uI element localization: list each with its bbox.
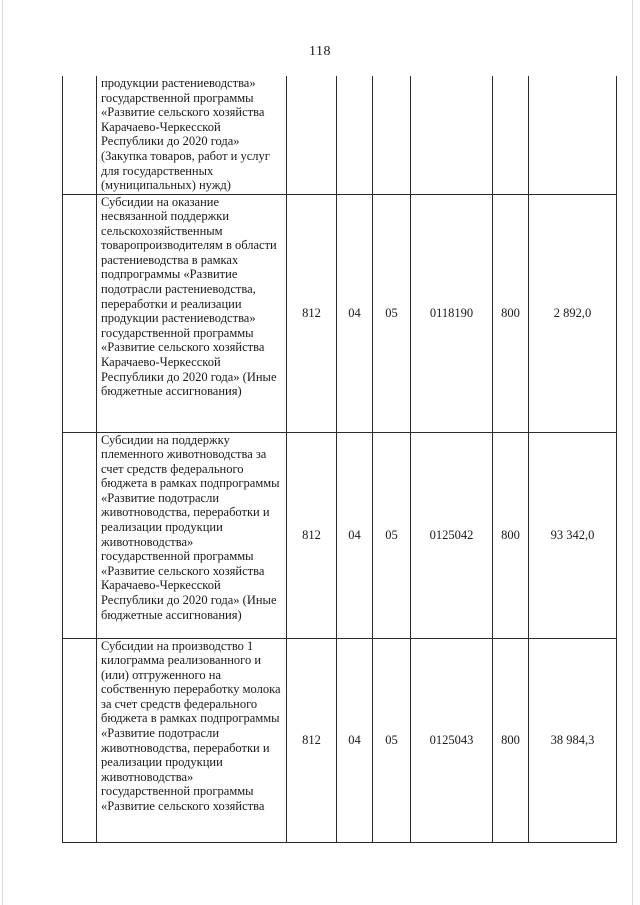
expense-type-cell: 800 <box>493 638 529 842</box>
table-row <box>63 194 617 432</box>
subsection-code-cell: 05 <box>373 432 411 638</box>
target-article-cell: 0125042 <box>411 432 493 638</box>
table-row <box>63 638 617 842</box>
row-number-cell <box>63 76 97 194</box>
scan-edge-left <box>2 0 3 905</box>
table-row <box>63 76 617 194</box>
ministry-code-cell: 812 <box>287 638 337 842</box>
subsection-code-cell: 05 <box>373 638 411 842</box>
target-article-cell: 0118190 <box>411 194 493 432</box>
ministry-code-cell: 812 <box>287 194 337 432</box>
expense-type-cell <box>493 76 529 194</box>
budget-table <box>62 76 617 843</box>
page-number: 118 <box>309 44 331 59</box>
expense-name-cell: Субсидии на производство 1 килограмма реализованного и (или) отгруженного на собственную переработку молока за счет средств федерального бюджета в рамках подпрограммы «Развитие подотрасли животноводства, переработки и реализации продукции животноводства» государственной программы «Развитие сельского хозяйства <box>97 638 287 842</box>
expense-type-cell: 800 <box>493 432 529 638</box>
expense-name-cell: Субсидии на оказание несвязанной поддержки сельскохозяйственным товаропроизводителям в области растениеводства в рамках подпрограммы «Развитие подотрасли растениеводства, переработки и реализации продукции растениеводства» государственной программы «Развитие сельского хозяйства Карачаево-Черкесской Республики до 2020 года» (Иные бюджетные ассигнования) <box>97 194 287 432</box>
expense-name-cell: продукции растениеводства» государственной программы «Развитие сельского хозяйства Карачаево-Черкесской Республики до 2020 года» (Закупка товаров, работ и услуг для государственных (муниципальных) нужд) <box>97 76 287 194</box>
scan-edge-right <box>632 0 633 905</box>
ministry-code-cell <box>287 76 337 194</box>
ministry-code-cell: 812 <box>287 432 337 638</box>
section-code-cell: 04 <box>337 432 373 638</box>
expense-type-cell: 800 <box>493 194 529 432</box>
amount-cell: 93 342,0 <box>529 432 617 638</box>
section-code-cell: 04 <box>337 194 373 432</box>
target-article-cell <box>411 76 493 194</box>
expense-name-cell: Субсидии на поддержку племенного животноводства за счет средств федерального бюджета в рамках подпрограммы «Развитие подотрасли животноводства, переработки и реализации продукции животноводства» государственной программы «Развитие сельского хозяйства Карачаево-Черкесской Республики до 2020 года» (Иные бюджетные ассигнования) <box>97 432 287 638</box>
row-number-cell <box>63 638 97 842</box>
section-code-cell <box>337 76 373 194</box>
subsection-code-cell <box>373 76 411 194</box>
amount-cell: 2 892,0 <box>529 194 617 432</box>
target-article-cell: 0125043 <box>411 638 493 842</box>
section-code-cell: 04 <box>337 638 373 842</box>
subsection-code-cell: 05 <box>373 194 411 432</box>
amount-cell: 38 984,3 <box>529 638 617 842</box>
row-number-cell <box>63 432 97 638</box>
row-number-cell <box>63 194 97 432</box>
table-row <box>63 432 617 638</box>
amount-cell <box>529 76 617 194</box>
